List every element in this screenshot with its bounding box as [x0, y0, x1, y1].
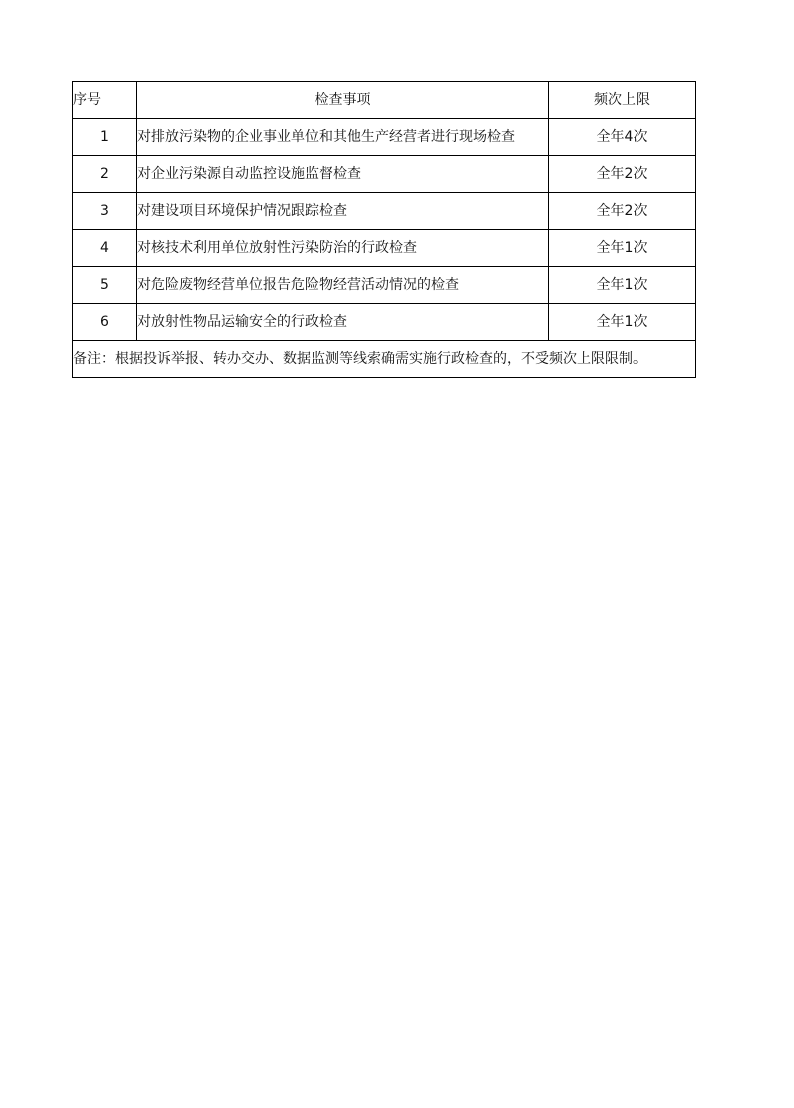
header-serial-number: 序号	[73, 82, 137, 119]
table-header-row	[73, 82, 696, 119]
table-row	[73, 267, 696, 304]
row-serial-number: 4	[73, 230, 137, 267]
row-inspection-item: 对核技术利用单位放射性污染防治的行政检查	[137, 230, 549, 267]
row-serial-number: 5	[73, 267, 137, 304]
row-frequency-limit: 全年1次	[549, 304, 696, 341]
row-frequency-limit: 全年1次	[549, 230, 696, 267]
row-inspection-item: 对企业污染源自动监控设施监督检查	[137, 156, 549, 193]
row-serial-number: 2	[73, 156, 137, 193]
row-serial-number: 1	[73, 119, 137, 156]
row-frequency-limit: 全年4次	[549, 119, 696, 156]
table-row	[73, 230, 696, 267]
row-serial-number: 3	[73, 193, 137, 230]
row-inspection-item: 对排放污染物的企业事业单位和其他生产经营者进行现场检查	[137, 119, 549, 156]
header-inspection-item: 检查事项	[137, 82, 549, 119]
inspection-frequency-table	[72, 81, 696, 378]
table-row	[73, 156, 696, 193]
header-frequency-limit: 频次上限	[549, 82, 696, 119]
row-frequency-limit: 全年2次	[549, 156, 696, 193]
table-note-row	[73, 341, 696, 378]
row-frequency-limit: 全年2次	[549, 193, 696, 230]
table-note: 备注：根据投诉举报、转办交办、数据监测等线索确需实施行政检查的，不受频次上限限制。	[73, 341, 696, 378]
row-frequency-limit: 全年1次	[549, 267, 696, 304]
row-inspection-item: 对危险废物经营单位报告危险物经营活动情况的检查	[137, 267, 549, 304]
row-serial-number: 6	[73, 304, 137, 341]
table-row	[73, 193, 696, 230]
row-inspection-item: 对放射性物品运输安全的行政检查	[137, 304, 549, 341]
row-inspection-item: 对建设项目环境保护情况跟踪检查	[137, 193, 549, 230]
table-row	[73, 304, 696, 341]
table-row	[73, 119, 696, 156]
